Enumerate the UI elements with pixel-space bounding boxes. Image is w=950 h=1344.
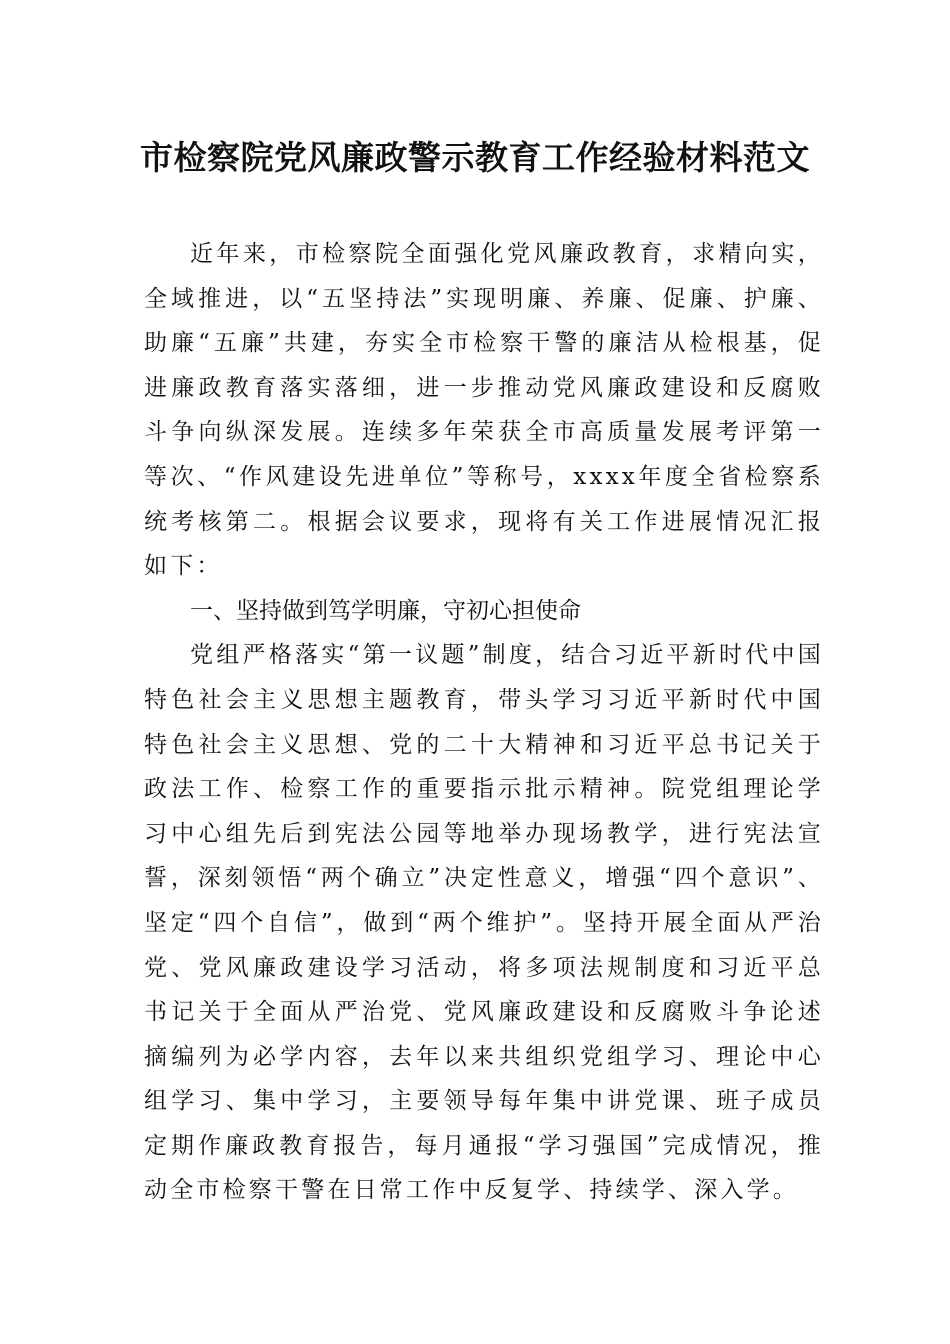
document-title: 市检察院党风廉政警示教育工作经验材料范文 — [140, 138, 810, 177]
intro-paragraph: 近年来，市检察院全面强化党风廉政教育，求精向实，全域推进，以“五坚持法”实现明廉、养廉、促廉、护廉、助廉“五廉”共建，夯实全市检察干警的廉洁从检根基，促进廉政教育落实落细，进一步推动党风廉政建设和反腐败斗争向纵深发展。连续多年荣获全市高质量发展考评第一等次、“作风建设先进单位”等称号，xxxx年度全省检察系统考核第二。根据会议要求，现将有关工作进展情况汇报如下： — [144, 241, 824, 580]
section-1-paragraph: 党组严格落实“第一议题”制度，结合习近平新时代中国特色社会主义思想主题教育，带头学习习近平新时代中国特色社会主义思想、党的二十大精神和习近平总书记关于政法工作、检察工作的重要指示批示精神。院党组理论学习中心组先后到宪法公园等地举办现场教学，进行宪法宣誓，深刻领悟“两个确立”决定性意义，增强“四个意识”、坚定“四个自信”，做到“两个维护”。坚持开展全面从严治党、党风廉政建设学习活动，将多项法规制度和习近平总书记关于全面从严治党、党风廉政建设和反腐败斗争论述摘编列为必学内容，去年以来共组织党组学习、理论中心组学习、集中学习，主要领导每年集中讲党课、班子成员定期作廉政教育报告，每月通报“学习强国”完成情况，推动全市检察干警在日常工作中反复学、持续学、深入学。 — [144, 642, 824, 1204]
section-heading-1: 一、坚持做到笃学明廉，守初心担使命 — [190, 597, 581, 624]
document-body — [144, 232, 824, 1213]
